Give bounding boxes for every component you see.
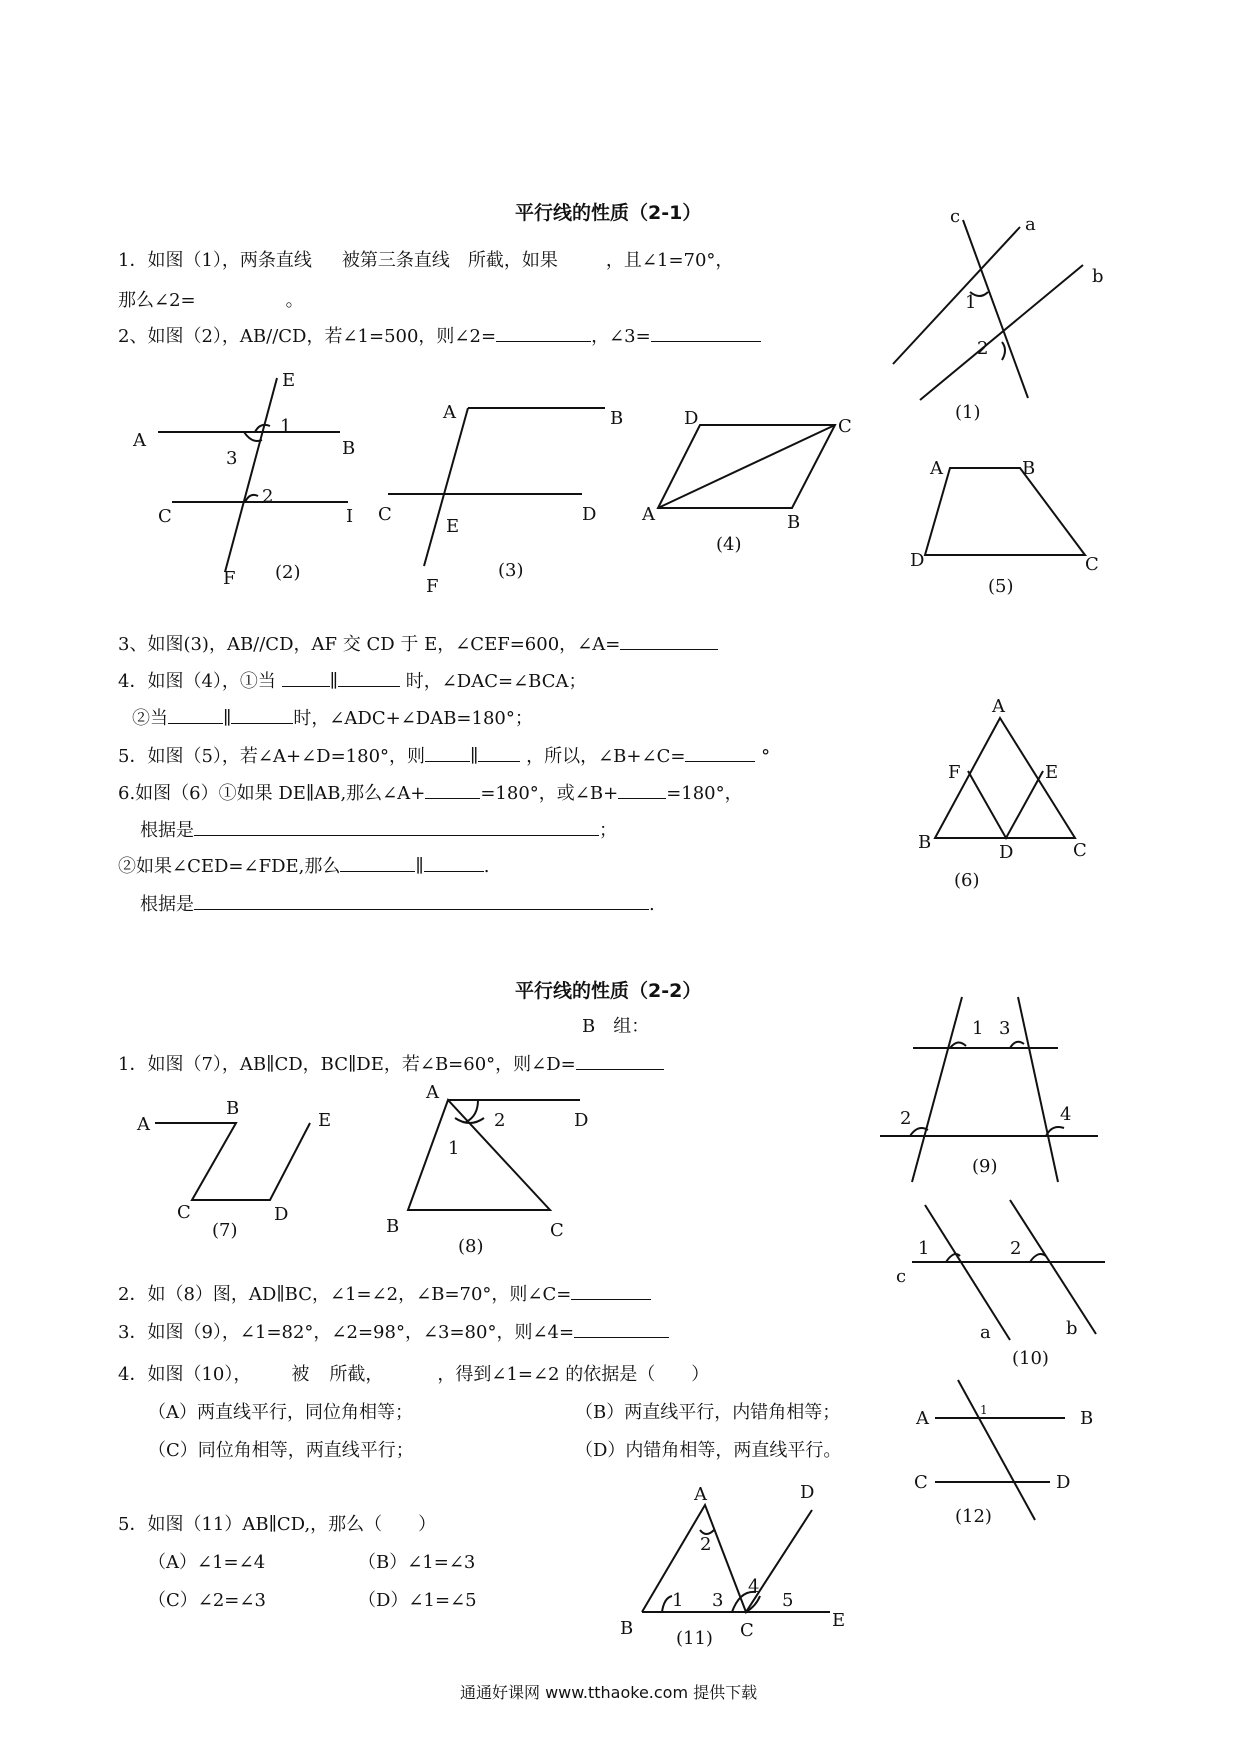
svg-text:C: C [1073, 840, 1087, 861]
fig10-caption: (10) [1012, 1348, 1049, 1369]
fig1-label: b [1092, 266, 1104, 287]
svg-text:A: A [133, 430, 146, 451]
svg-text:3: 3 [999, 1018, 1011, 1039]
svg-text:a: a [980, 1322, 991, 1343]
svg-text:F: F [948, 762, 961, 783]
svg-text:D: D [274, 1204, 289, 1225]
svg-text:A: A [443, 402, 456, 423]
figure-4 [641, 408, 852, 555]
fig1-label: 1 [965, 292, 977, 313]
svg-text:B: B [918, 832, 932, 853]
option-b[interactable]: （B）两直线平行，内错角相等； [575, 1402, 841, 1423]
fig5-caption: (5) [988, 576, 1014, 597]
question-b3: 3．如图（9），∠1=82°，∠2=98°，∠3=80°，则∠4= [118, 1318, 669, 1344]
svg-text:B: B [1022, 458, 1036, 479]
question-6-reason-2: 根据是 . [140, 890, 655, 916]
fig1-label: a [1025, 214, 1036, 235]
fig8-caption: (8) [458, 1236, 484, 1257]
svg-text:B: B [226, 1098, 240, 1119]
svg-text:C: C [177, 1202, 191, 1223]
figure-12 [914, 1380, 1093, 1527]
fig1-label: 2 [977, 338, 989, 359]
svg-text:A: A [992, 696, 1005, 717]
svg-text:1: 1 [672, 1590, 684, 1611]
figure-1 [893, 206, 1104, 423]
fig1-label: c [950, 206, 961, 227]
svg-text:B: B [1080, 1408, 1094, 1429]
svg-text:3: 3 [226, 448, 238, 469]
svg-text:1: 1 [280, 416, 292, 437]
fig11-caption: (11) [676, 1628, 713, 1649]
svg-text:5: 5 [782, 1590, 794, 1611]
figure-2 [132, 370, 355, 589]
figure-7 [136, 1098, 331, 1241]
svg-text:B: B [610, 408, 624, 429]
svg-text:4: 4 [1060, 1104, 1072, 1125]
question-3: 3、如图(3)，AB//CD，AF 交 CD 于 E，∠CEF=600，∠A= [118, 630, 718, 656]
footer-credit: 通通好课网 www.tthaoke.com 提供下载 [460, 1683, 758, 1702]
svg-text:C: C [550, 1220, 564, 1241]
section-title-2: 平行线的性质（2-2） [515, 980, 702, 1002]
svg-text:3: 3 [712, 1590, 724, 1611]
svg-text:1: 1 [980, 1403, 988, 1417]
svg-text:D: D [800, 1482, 815, 1503]
svg-text:2: 2 [494, 1110, 506, 1131]
group-label: B 组： [582, 1016, 650, 1037]
svg-text:F: F [426, 576, 439, 597]
option-d[interactable]: （D）内错角相等，两直线平行。 [575, 1440, 842, 1461]
svg-text:E: E [318, 1110, 332, 1131]
question-6: 6.如图（6）①如果 DE∥AB,那么∠A+ =180°，或∠B+ =180°， [118, 779, 743, 805]
svg-text:A: A [694, 1484, 707, 1505]
svg-text:2: 2 [1010, 1238, 1022, 1259]
fig3-caption: (3) [498, 560, 524, 581]
svg-text:D: D [1056, 1472, 1071, 1493]
svg-text:2: 2 [700, 1534, 712, 1555]
option-a[interactable]: （A）两直线平行，同位角相等； [148, 1402, 413, 1423]
svg-text:E: E [282, 370, 296, 391]
svg-text:E: E [1045, 762, 1059, 783]
svg-text:A: A [930, 458, 943, 479]
option-5b[interactable]: （B）∠1=∠3 [358, 1552, 476, 1573]
svg-text:A: A [642, 504, 655, 525]
svg-text:E: E [832, 1610, 846, 1631]
svg-text:I: I [346, 506, 354, 527]
svg-text:b: b [1066, 1318, 1078, 1339]
svg-text:c: c [896, 1266, 907, 1287]
svg-text:1: 1 [448, 1138, 460, 1159]
question-1-cont: 那么∠2= 。 [118, 290, 304, 311]
figure-8 [386, 1082, 588, 1257]
svg-text:C: C [838, 416, 852, 437]
question-6-reason-1: 根据是 ； [140, 816, 617, 842]
option-5c[interactable]: （C）∠2=∠3 [148, 1590, 266, 1611]
question-b1: 1．如图（7），AB∥CD，BC∥DE，若∠B=60°，则∠D= [118, 1050, 664, 1076]
figure-9 [880, 997, 1098, 1182]
svg-text:E: E [446, 516, 460, 537]
question-6-part2: ②如果∠CED=∠FDE,那么 ∥ . [118, 852, 489, 878]
svg-text:D: D [582, 504, 597, 525]
fig2-caption: (2) [275, 562, 301, 583]
svg-text:A: A [916, 1408, 929, 1429]
svg-text:C: C [914, 1472, 928, 1493]
svg-text:F: F [223, 568, 236, 589]
svg-text:A: A [137, 1114, 150, 1135]
svg-text:C: C [1085, 554, 1099, 575]
figure-11 [620, 1482, 845, 1649]
section-title-1: 平行线的性质（2-1） [515, 202, 702, 224]
svg-text:D: D [684, 408, 699, 429]
fig4-caption: (4) [716, 534, 742, 555]
fig9-caption: (9) [972, 1156, 998, 1177]
fig6-caption: (6) [954, 870, 980, 891]
fig7-caption: (7) [212, 1220, 238, 1241]
svg-text:B: B [787, 512, 801, 533]
svg-text:1: 1 [918, 1238, 930, 1259]
question-4: 4．如图（4），①当 ∥ 时，∠DAC=∠BCA； [118, 667, 587, 693]
question-2: 2、如图（2），AB//CD，若∠1=500，则∠2= ，∠3= [118, 322, 761, 348]
figure-3 [378, 402, 623, 597]
svg-text:B: B [386, 1216, 400, 1237]
svg-text:D: D [574, 1110, 589, 1131]
svg-text:C: C [740, 1620, 754, 1641]
fig1-caption: (1) [955, 402, 981, 423]
figure-6 [918, 696, 1087, 891]
svg-text:1: 1 [972, 1018, 984, 1039]
svg-text:4: 4 [748, 1576, 760, 1597]
question-1: 1．如图（1），两条直线 被第三条直线 所截，如果 ，且∠1=70°， [118, 250, 734, 271]
option-5d[interactable]: （D）∠1=∠5 [358, 1590, 477, 1611]
question-b5: 5．如图（11）AB∥CD,，那么（ ） [118, 1514, 437, 1535]
svg-text:A: A [426, 1082, 439, 1103]
fig12-caption: (12) [955, 1506, 992, 1527]
option-c[interactable]: （C）同位角相等，两直线平行； [148, 1440, 414, 1461]
question-b4: 4．如图（10）， 被 所截， ，得到∠1=∠2 的依据是（ ） [118, 1364, 710, 1385]
svg-text:2: 2 [262, 486, 274, 507]
svg-text:D: D [999, 842, 1014, 863]
svg-text:B: B [620, 1618, 634, 1639]
svg-text:D: D [910, 550, 925, 571]
question-5: 5．如图（5），若∠A+∠D=180°，则 ∥ ，所以，∠B+∠C= ° [118, 742, 770, 768]
question-b2: 2．如（8）图，AD∥BC，∠1=∠2，∠B=70°，则∠C= [118, 1280, 651, 1306]
svg-text:2: 2 [900, 1108, 912, 1129]
figure-10 [896, 1200, 1105, 1369]
svg-text:C: C [158, 506, 172, 527]
svg-text:C: C [378, 504, 392, 525]
option-5a[interactable]: （A）∠1=∠4 [148, 1552, 266, 1573]
question-4-part2: ②当 ∥ 时，∠ADC+∠DAB=180°； [132, 704, 533, 730]
svg-text:B: B [342, 438, 356, 459]
figure-5 [910, 458, 1099, 597]
